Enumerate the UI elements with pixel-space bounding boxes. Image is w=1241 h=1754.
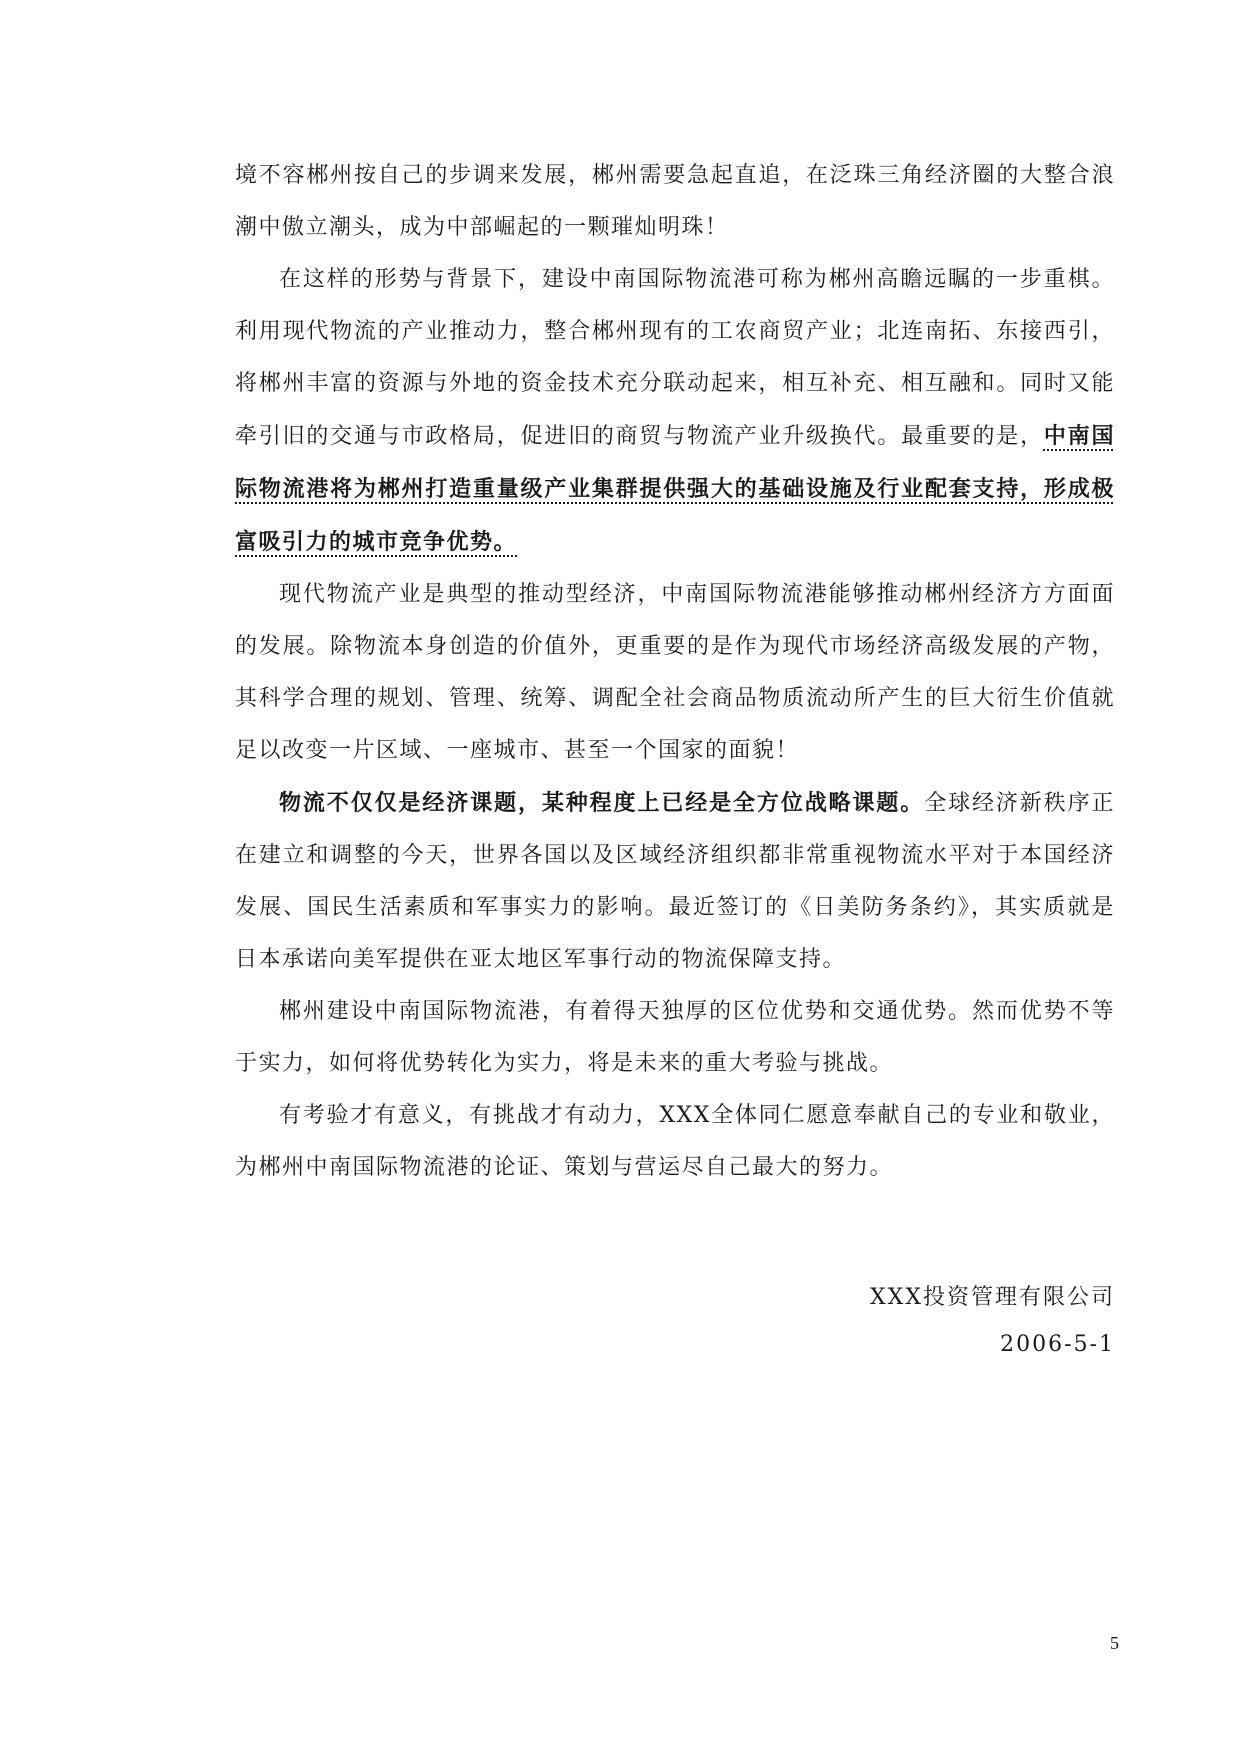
signature-company: XXX投资管理有限公司	[870, 1285, 1115, 1310]
paragraph-6-text: 有考验才有意义，有挑战才有动力，XXX全体同仁愿意奉献自己的专业和敬业，为郴州中南国际物流港的论证、策划与营运尽自己最大的努力。	[235, 1103, 1115, 1180]
paragraph-4	[235, 777, 1115, 986]
paragraph-1	[235, 150, 1115, 254]
paragraph-1-text: 境不容郴州按自己的步调来发展，郴州需要急起直追，在泛珠三角经济圈的大整合浪潮中傲立潮头，成为中部崛起的一颗璀灿明珠！	[235, 163, 1115, 240]
body-text	[235, 150, 1115, 1194]
signature-date: 2006-5-1	[1000, 1332, 1115, 1357]
paragraph-6	[235, 1090, 1115, 1194]
paragraph-5	[235, 986, 1115, 1090]
paragraph-3-text: 现代物流产业是典型的推动型经济，中南国际物流港能够推动郴州经济方方面面的发展。除物流本身创造的价值外，更重要的是作为现代市场经济高级发展的产物，其科学合理的规划、管理、统筹、调配全社会商品物质流动所产生的巨大衍生价值就足以改变一片区域、一座城市、甚至一个国家的面貌！	[235, 582, 1115, 763]
paragraph-4-text: 全球经济新秩序正在建立和调整的今天，世界各国以及区域经济组织都非常重视物流水平对于本国经济发展、国民生活素质和军事实力的影响。最近签订的《日美防务条约》，其实质就是日本承诺向美军提供在亚太地区军事行动的物流保障支持。	[235, 791, 1115, 972]
paragraph-5-text: 郴州建设中南国际物流港，有着得天独厚的区位优势和交通优势。然而优势不等于实力，如何将优势转化为实力，将是未来的重大考验与挑战。	[235, 999, 1115, 1076]
page-number: 5	[1110, 1633, 1119, 1653]
paragraph-2-emphasis: 中南国际物流港将为郴州打造重量级产业集群提供强大的基础设施及行业配套支持，形成极富吸引力的城市竞争优势。	[235, 423, 1115, 555]
paragraph-2-text: 在这样的形势与背景下，建设中南国际物流港可称为郴州高瞻远瞩的一步重棋。利用现代物流的产业推动力，整合郴州现有的工农商贸产业；北连南拓、东接西引，将郴州丰富的资源与外地的资金技术充分联动起来，相互补充、相互融和。同时又能牵引旧的交通与市政格局，促进旧的商贸与物流产业升级换代。最重要的是，	[235, 267, 1115, 449]
paragraph-4-emphasis: 物流不仅仅是经济课题，某种程度上已经是全方位战略课题。	[279, 790, 925, 816]
paragraph-2	[235, 254, 1115, 569]
paragraph-3	[235, 569, 1115, 777]
